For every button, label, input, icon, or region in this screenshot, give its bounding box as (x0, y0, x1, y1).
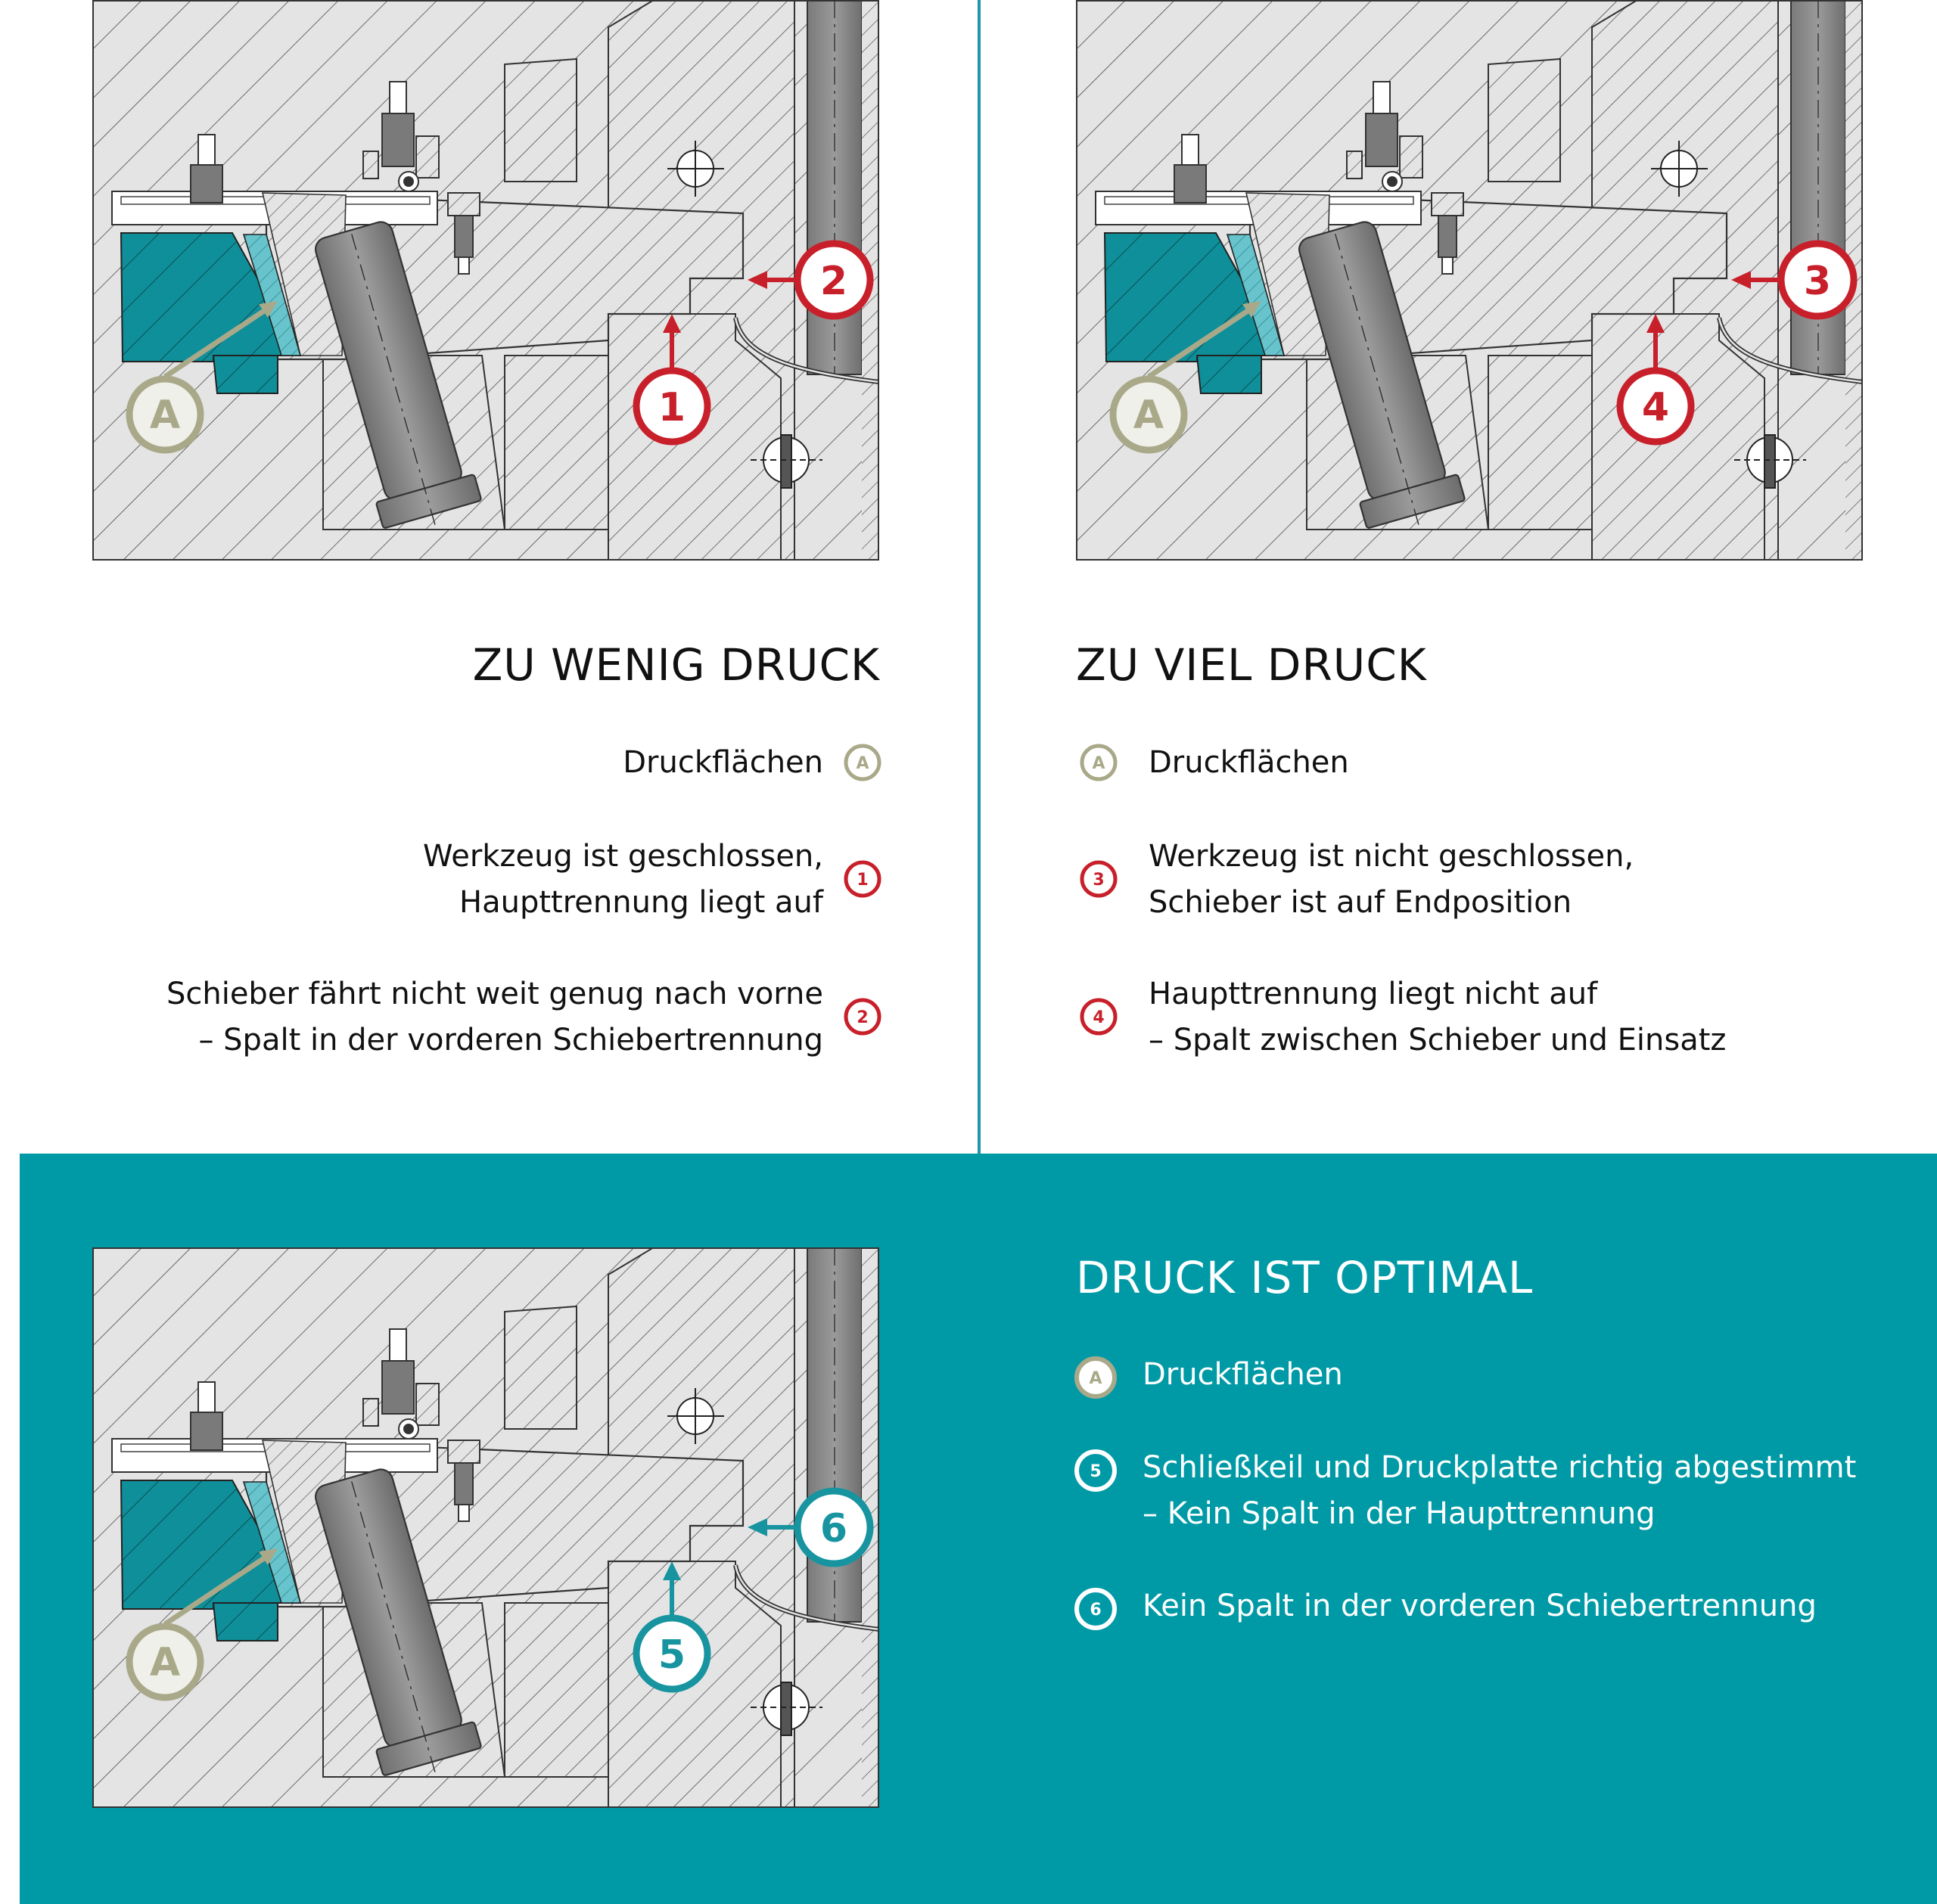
heading-too-little-pressure: ZU WENIG DRUCK (472, 639, 880, 691)
badge-1 (843, 859, 882, 899)
diagram-optimal-pressure (92, 1247, 879, 1808)
legend-item-a (151, 740, 882, 786)
marker-1-badge (636, 371, 707, 442)
svg-text:1: 1 (658, 385, 686, 430)
legend-text-line: Druckflächen (623, 745, 823, 780)
legend-text-line: Haupttrennung liegt auf (459, 885, 823, 920)
legend-item-4 (1079, 971, 1726, 1064)
marker-6-badge (797, 1491, 870, 1564)
marker-a-badge (1113, 379, 1184, 450)
legend-item-2 (151, 971, 882, 1064)
badge-3 (1079, 859, 1118, 899)
svg-text:5: 5 (658, 1632, 686, 1678)
diagram-too-little-pressure (92, 0, 879, 561)
svg-text:A: A (856, 754, 869, 773)
legend-text-line: Schieber ist auf Endposition (1149, 885, 1572, 920)
badge-4 (1079, 997, 1118, 1036)
legend-text-line: Schieber fährt nicht weit genug nach vorne (166, 977, 823, 1011)
legend-text-line: Schließkeil und Druckplatte richtig abgestimmt (1143, 1450, 1857, 1485)
svg-text:A: A (149, 393, 181, 438)
svg-text:4: 4 (1641, 385, 1670, 430)
svg-text:3: 3 (1803, 259, 1832, 304)
legend-text-line: – Kein Spalt in der Haupttrennung (1143, 1496, 1656, 1531)
marker-a-badge (129, 1626, 201, 1697)
legend-text-line: Druckflächen (1149, 745, 1349, 780)
legend-text-line: Kein Spalt in der vorderen Schiebertrennung (1143, 1589, 1817, 1623)
legend-item-3 (1079, 834, 1634, 926)
svg-text:5: 5 (1090, 1462, 1102, 1481)
svg-text:2: 2 (819, 259, 848, 304)
legend-item-5 (1073, 1445, 1856, 1537)
svg-text:6: 6 (1090, 1601, 1102, 1620)
legend-text-line: Druckflächen (1143, 1357, 1343, 1392)
svg-text:6: 6 (819, 1506, 848, 1551)
svg-text:A: A (1092, 754, 1105, 773)
marker-5-badge (636, 1618, 707, 1689)
marker-a-badge (129, 379, 201, 450)
svg-text:4: 4 (1093, 1008, 1105, 1027)
legend-item-6 (1073, 1583, 1817, 1632)
legend-text-line: Werkzeug ist geschlossen, (423, 839, 823, 874)
svg-text:A: A (149, 1640, 181, 1685)
diagram-too-much-pressure (1076, 0, 1863, 561)
svg-text:3: 3 (1093, 871, 1105, 890)
svg-text:2: 2 (857, 1008, 869, 1027)
svg-text:A: A (1089, 1369, 1102, 1388)
marker-2-badge (797, 244, 870, 316)
heading-too-much-pressure: ZU VIEL DRUCK (1076, 639, 1427, 691)
badge-a (843, 743, 882, 782)
legend-text-line: Werkzeug ist nicht geschlossen, (1149, 839, 1634, 874)
legend-item-a (1079, 740, 1349, 786)
badge-5 (1073, 1448, 1118, 1493)
legend-item-a (1073, 1352, 1343, 1400)
marker-3-badge (1781, 244, 1854, 316)
svg-text:1: 1 (857, 871, 869, 890)
legend-text-line: – Spalt zwischen Schieber und Einsatz (1149, 1023, 1727, 1058)
badge-a (1073, 1355, 1118, 1400)
legend-text-line: – Spalt in der vorderen Schiebertrennung (198, 1023, 823, 1058)
vertical-divider (978, 0, 981, 1154)
svg-text:A: A (1133, 393, 1164, 438)
badge-2 (843, 997, 882, 1036)
legend-item-1 (151, 834, 882, 926)
heading-optimal-pressure: DRUCK IST OPTIMAL (1076, 1252, 1534, 1303)
badge-6 (1073, 1586, 1118, 1632)
marker-4-badge (1620, 371, 1691, 442)
badge-a (1079, 743, 1118, 782)
legend-text-line: Haupttrennung liegt nicht auf (1149, 977, 1598, 1011)
